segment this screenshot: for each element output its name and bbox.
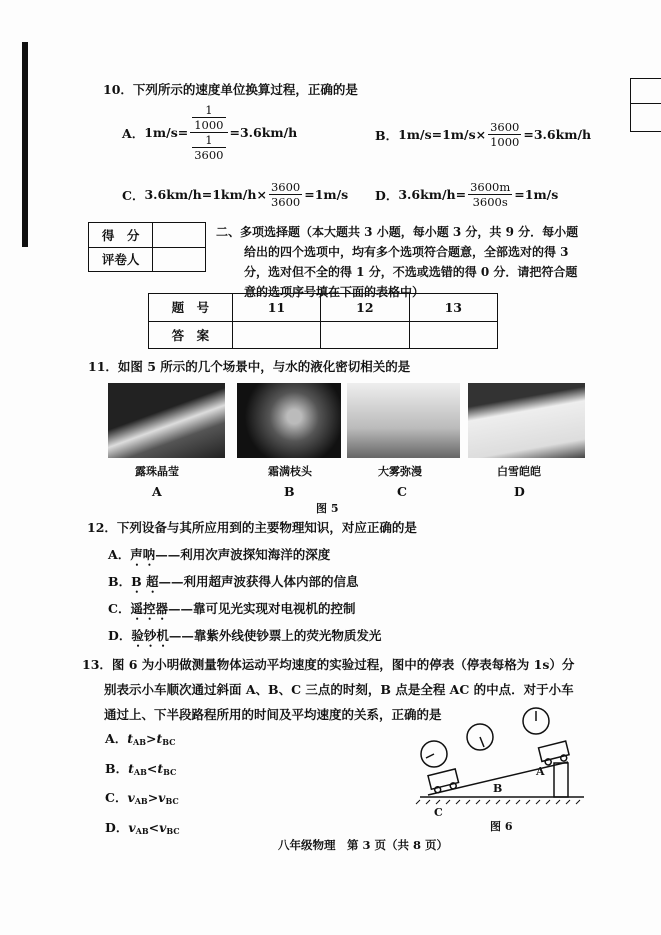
- score-label: 得 分: [89, 223, 153, 248]
- section2-instructions: [216, 222, 578, 302]
- expr: 1m/s=: [144, 125, 189, 140]
- d: 遥控器: [130, 601, 168, 616]
- v: t: [157, 760, 164, 776]
- point-c-label: C: [434, 806, 443, 819]
- line: 别表示小车顺次通过斜面 A、B、C 三点的时刻，B 点是全程 AC 的中点．对于小车: [104, 682, 574, 697]
- s: BC: [165, 796, 179, 806]
- answer-table: [148, 293, 498, 349]
- v: v: [127, 790, 135, 805]
- n: 3600m: [470, 180, 511, 194]
- q12-option: [108, 596, 381, 623]
- photo-fog: [347, 383, 460, 458]
- n: 1: [205, 133, 213, 147]
- cart-icon: [428, 769, 460, 794]
- l: B．: [105, 760, 129, 776]
- option-label: B．: [375, 127, 399, 143]
- s: AB: [135, 825, 149, 836]
- q10-stem: 10．下列所示的速度单位换算过程，正确的是: [103, 82, 358, 97]
- d: B 超: [131, 574, 159, 589]
- letter-c: C: [397, 484, 407, 499]
- q13-option: [105, 756, 180, 786]
- n: 3600: [194, 148, 224, 162]
- o: <: [146, 760, 158, 776]
- point-a-label: A: [536, 765, 545, 778]
- letter-a: A: [152, 484, 162, 499]
- line: 分，选对但不全的得 1 分，不选或选错的得 0 分．请把符合题: [244, 265, 578, 279]
- header-cell: 答 案: [149, 321, 233, 349]
- s: AB: [134, 796, 148, 806]
- point-b-label: B: [493, 782, 503, 795]
- q10-option-b: [375, 120, 591, 149]
- line: 通过上、下半段路程所用的时间及平均速度的关系，正确的是: [104, 707, 442, 722]
- q10-option-a: [122, 103, 297, 162]
- expr: =3.6km/h: [523, 127, 592, 142]
- v: t: [128, 760, 134, 776]
- photo-frost: [237, 383, 341, 458]
- caption-a: 露珠晶莹: [135, 465, 179, 478]
- caption-b: 霜满枝头: [268, 465, 312, 478]
- n: 1: [205, 103, 213, 117]
- v: t: [156, 731, 163, 746]
- letter-b: B: [284, 484, 295, 499]
- q13-options: [105, 726, 180, 844]
- q13-option: [105, 815, 180, 845]
- q13-option: [105, 785, 180, 815]
- line: 13．图 6 为小明做测量物体运动平均速度的实验过程，图中的停表（停表每格为 1s）分: [82, 657, 575, 672]
- header-cell: 12: [321, 294, 409, 322]
- expr: 3.6km/h=: [398, 187, 467, 202]
- line: 给出的四个选项中，均有多个选项符合题意，全部选对的得 3: [244, 245, 569, 259]
- d: 验钞机: [131, 628, 169, 643]
- t: ——利用超声波获得人体内部的信息: [158, 574, 359, 589]
- o: >: [147, 790, 159, 805]
- expr: 3.6km/h=1km/h×: [144, 187, 267, 202]
- header-cell: 题 号: [149, 294, 233, 322]
- o: <: [148, 819, 160, 835]
- figure6-caption: 图 6: [490, 820, 513, 833]
- q12-option: [108, 623, 381, 650]
- v: v: [158, 790, 166, 805]
- caption-d: 白雪皑皑: [497, 465, 541, 478]
- answer-cell[interactable]: [321, 321, 409, 349]
- expr: =3.6km/h: [229, 125, 298, 140]
- n: 3600: [490, 120, 520, 134]
- page-footer: 八年级物理 第 3 页（共 8 页）: [278, 838, 449, 852]
- q12-option: [108, 542, 381, 569]
- score-box: [88, 222, 206, 272]
- l: B．: [108, 574, 132, 589]
- t: ——靠可见光实现对电视机的控制: [167, 601, 356, 616]
- v: v: [159, 819, 167, 835]
- q13-option: [105, 726, 180, 756]
- n: 3600: [270, 195, 301, 209]
- l: C．: [105, 790, 128, 805]
- expr: 1m/s=1m/s×: [398, 127, 487, 142]
- scan-edge-bar: [22, 42, 28, 247]
- expr: =1m/s: [304, 187, 349, 202]
- line: 意的选项序号填在下面的表格中）: [244, 285, 425, 299]
- n: 1000: [194, 118, 224, 132]
- scan-edge-box: [630, 78, 661, 132]
- caption-c: 大雾弥漫: [378, 465, 422, 478]
- l: A．: [108, 547, 131, 562]
- option-label: D．: [375, 187, 399, 203]
- v: v: [128, 819, 136, 835]
- l: D．: [105, 819, 129, 835]
- q10-option-d: [375, 180, 558, 209]
- q12-stem: 12．下列设备与其所应用到的主要物理知识，对应正确的是: [87, 520, 417, 535]
- option-label: A．: [122, 125, 145, 141]
- s: BC: [163, 766, 177, 777]
- answer-cell[interactable]: [232, 321, 320, 349]
- grader-label: 评卷人: [89, 247, 153, 272]
- grader-cell[interactable]: [153, 247, 206, 272]
- o: >: [145, 731, 157, 746]
- q12-option: [108, 569, 381, 596]
- n: 3600s: [472, 195, 508, 209]
- stopwatch-icon: [421, 741, 447, 767]
- option-label: C．: [122, 187, 145, 203]
- line: 二、多项选择题（本大题共 3 小题，每小题 3 分，共 9 分．每小题: [216, 225, 579, 239]
- header-cell: 11: [232, 294, 320, 322]
- q11-stem: 11．如图 5 所示的几个场景中，与水的液化密切相关的是: [88, 359, 411, 374]
- n: 1000: [490, 135, 520, 149]
- answer-cell[interactable]: [409, 321, 497, 349]
- l: D．: [108, 628, 132, 643]
- photo-dew: [108, 383, 225, 458]
- stopwatch-icon: [467, 724, 493, 750]
- stopwatch-icon: [523, 708, 549, 734]
- s: BC: [166, 825, 180, 836]
- expr: =1m/s: [514, 187, 559, 202]
- t: ——靠紫外线使钞票上的荧光物质发光: [168, 628, 382, 643]
- v: t: [127, 731, 133, 746]
- letter-d: D: [514, 484, 525, 499]
- score-cell[interactable]: [153, 223, 206, 248]
- s: AB: [132, 737, 146, 747]
- s: BC: [162, 737, 176, 747]
- n: 3600: [270, 180, 301, 194]
- d: 声呐: [130, 547, 156, 562]
- q12-options: [108, 542, 381, 650]
- figure5-caption: 图 5: [316, 502, 339, 515]
- t: ——利用次声波探知海洋的深度: [155, 547, 331, 562]
- s: AB: [133, 766, 147, 777]
- photo-snow: [468, 383, 585, 458]
- q10-option-c: [122, 180, 348, 209]
- figure6-incline: [400, 700, 590, 830]
- header-cell: 13: [409, 294, 497, 322]
- l: C．: [108, 601, 131, 616]
- l: A．: [105, 731, 128, 746]
